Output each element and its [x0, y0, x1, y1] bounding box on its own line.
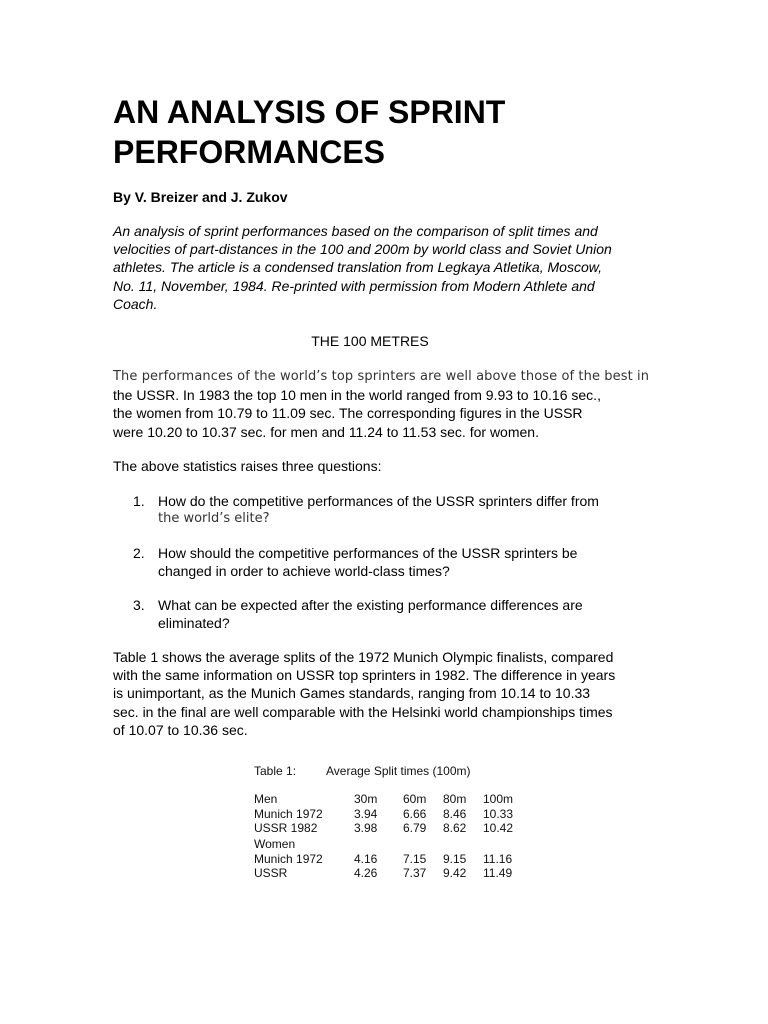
table-cell: 7.37 — [403, 866, 427, 880]
paragraph-questions-intro — [113, 457, 381, 475]
table-cell: 10.33 — [483, 807, 514, 821]
list-item-line: How do the competitive performances of the USSR sprinters differ from — [158, 493, 599, 509]
paragraph-line: sec. in the final are well comparable with the Helsinki world championships times — [113, 703, 613, 720]
list-number: 1. — [133, 493, 145, 509]
table-cell: 4.16 — [354, 852, 378, 866]
table-row-label: USSR 1982 — [254, 821, 318, 835]
table-group-heading: Men — [254, 792, 278, 806]
list-item-line: What can be expected after the existing performance differences are — [158, 597, 583, 613]
list-number: 3. — [133, 597, 145, 613]
table-row-label: Munich 1972 — [254, 852, 323, 866]
table-label: Table 1: — [254, 764, 297, 778]
abstract-line: No. 11, November, 1984. Re-printed with permission from Modern Athlete and — [113, 277, 595, 294]
table-group-heading: Women — [254, 837, 296, 851]
table-cell: 9.15 — [443, 852, 467, 866]
paragraph-line: The performances of the world’s top sprinters are well above those of the best in — [113, 369, 650, 384]
title-line: AN ANALYSIS OF SPRINT — [113, 94, 506, 130]
byline: By V. Breizer and J. Zukov — [113, 189, 288, 205]
abstract — [113, 222, 658, 313]
abstract-line: An analysis of sprint performances based on the comparison of split times and — [113, 223, 598, 239]
list-item-line: How should the competitive performances of the USSR sprinters be — [158, 545, 578, 561]
table-cell: 10.42 — [483, 821, 514, 835]
paragraph-line: the women from 10.79 to 11.09 sec. The corresponding figures in the USSR — [113, 405, 583, 422]
paragraph-line: the USSR. In 1983 the top 10 men in the world ranged from 9.93 to 10.16 sec., — [113, 387, 601, 404]
paragraph-line: with the same information on USSR top sprinters in 1982. The difference in years — [113, 667, 616, 684]
paragraph-table-intro — [113, 648, 615, 739]
list-item — [133, 544, 673, 580]
table-cell: 3.94 — [354, 807, 378, 821]
paragraph-performances — [113, 368, 649, 441]
table-cell: 3.98 — [354, 821, 378, 835]
table-cell: 8.46 — [443, 807, 467, 821]
table-cell: 7.15 — [403, 852, 427, 866]
table-column-header: 100m — [483, 792, 514, 806]
list-number: 2. — [133, 545, 145, 561]
table-cell: 9.42 — [443, 866, 467, 880]
abstract-line: Coach. — [113, 295, 158, 312]
table-cell: 8.62 — [443, 821, 467, 835]
questions-list — [133, 492, 673, 648]
table-cell: 6.66 — [403, 807, 427, 821]
table-cell: 11.16 — [483, 852, 513, 866]
table-caption: Average Split times (100m) — [326, 764, 471, 778]
table-column-header: 80m — [443, 792, 467, 806]
abstract-line: velocities of part-distances in the 100 and 200m by world class and Soviet Union — [113, 241, 612, 258]
list-item — [133, 492, 673, 528]
table-cell: 4.26 — [354, 866, 378, 880]
table-row-label: Munich 1972 — [254, 807, 323, 821]
section-heading: THE 100 METRES — [311, 333, 429, 349]
paragraph-line: is unimportant, as the Munich Games standards, ranging from 10.14 to 10.33 — [113, 685, 591, 702]
paragraph-line: of 10.07 to 10.36 sec. — [113, 721, 248, 738]
article-title — [113, 92, 673, 172]
list-item-line: the world’s elite? — [158, 511, 270, 526]
paragraph-line: Table 1 shows the average splits of the 1972 Munich Olympic finalists, compared — [113, 649, 614, 665]
list-item-line: eliminated? — [158, 615, 230, 631]
paragraph-line: were 10.20 to 10.37 sec. for men and 11.24 to 11.53 sec. for women. — [113, 423, 539, 440]
list-item-line: changed in order to achieve world-class times? — [158, 563, 450, 579]
table-row-label: USSR — [254, 866, 288, 880]
abstract-line: athletes. The article is a condensed translation from Legkaya Atletika, Moscow, — [113, 259, 602, 276]
table-column-header: 60m — [403, 792, 427, 806]
list-item — [133, 596, 673, 632]
table-cell: 6.79 — [403, 821, 427, 835]
table-cell: 11.49 — [483, 866, 513, 880]
split-times-table — [246, 757, 520, 887]
paragraph-line: The above statistics raises three questions: — [113, 458, 382, 474]
table-column-header: 30m — [354, 792, 378, 806]
title-line: PERFORMANCES — [113, 134, 386, 170]
